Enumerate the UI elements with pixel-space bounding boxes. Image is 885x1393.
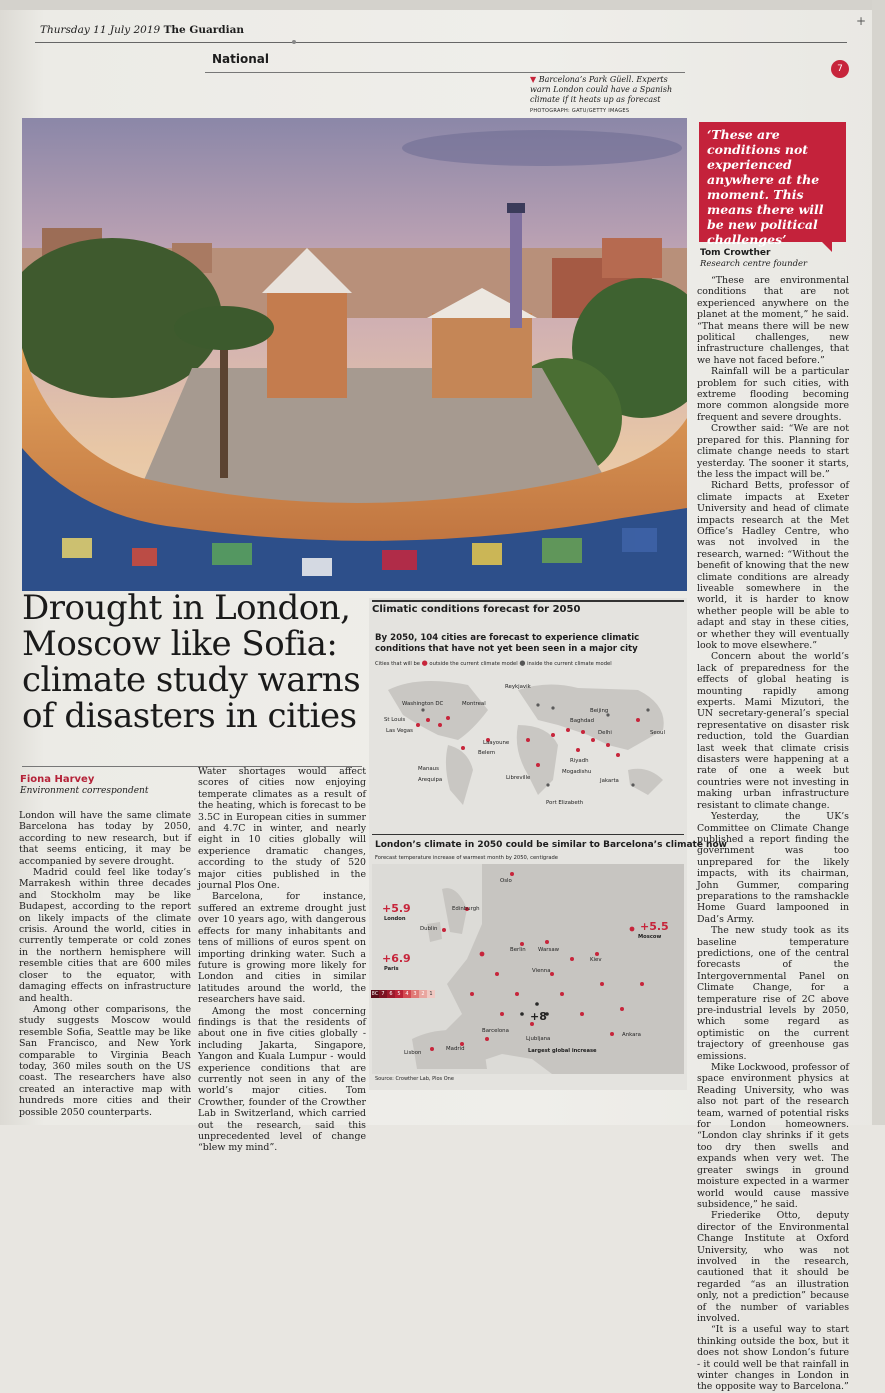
world-map-shapes xyxy=(378,670,683,815)
pull-quote-tail xyxy=(822,242,832,252)
callout-value: +6.9 xyxy=(382,952,411,965)
body-column-3 xyxy=(697,275,849,1393)
map-label: Arequipa xyxy=(418,777,443,783)
map-label: Berlin xyxy=(510,947,526,953)
body-paragraph: London will have the same climate Barcelona has today by 2050, according to new research, but if that seems enticing, it may be accompanied by severe drought. xyxy=(19,810,191,867)
body-paragraph: Water shortages would affect scores of cities now enjoying temperate climates as a result of the heating, which is forecast to be 3.5C in European cities in summer and 4.7C in winter, and nearly eight in 10 cities globally will experience dramatic changes, according to the study of 520 major cities published in the journal Plos One. xyxy=(198,766,366,892)
map-label: Libreville xyxy=(506,775,531,781)
map-label: Beijing xyxy=(590,708,609,714)
map-label: Madrid xyxy=(446,1046,465,1052)
map-label: Mogadishu xyxy=(562,769,592,775)
quote-attribution-role: Research centre founder xyxy=(700,259,808,269)
scale-step: 2 xyxy=(419,990,427,998)
page-header-date xyxy=(40,24,244,36)
article-headline: Drought in London, Moscow like Sofia: climate study warns of disasters in cities xyxy=(22,588,361,736)
body-paragraph: The new study took as its baseline temperature predictions, one of the central forecasts of the Intergovernmental Panel on Climate Change, for a temperature rise of 2C above pre-industrial levels by 2050, which some regard as optimistic on the current trajectory of greenhouse gas emissions. xyxy=(697,925,849,1062)
section-label: National xyxy=(212,52,269,66)
callout-value: +5.9 xyxy=(382,902,411,915)
photo-credit: PHOTOGRAPH: GATU/GETTY IMAGES xyxy=(530,108,630,114)
registration-mark-icon: + xyxy=(856,14,867,28)
callout-city: Moscow xyxy=(638,934,662,940)
body-paragraph: Richard Betts, professor of climate impacts at Exeter University and head of climate impacts research at the Met Office’s Hadley Centre, who was not involved in the research, warned: “Without the benefit of knowing that the new climate conditions are already liveable somewhere in the world, it is harder to know whether people will be able to adapt and stay in these cities, or whether they will eventually look to move elsewhere.” xyxy=(697,480,849,651)
map-label: Delhi xyxy=(598,730,612,736)
page-edge xyxy=(872,0,885,1125)
byline-role: Environment correspondent xyxy=(20,786,149,796)
callout-value: +5.5 xyxy=(640,920,669,933)
photo-illustration xyxy=(22,118,687,591)
callout-note: Largest global increase xyxy=(528,1048,597,1054)
map-label: Kiev xyxy=(590,957,602,963)
legend-prefix: Cities that will be xyxy=(375,661,420,667)
europe-map xyxy=(372,864,684,1074)
paper-name: The Guardian xyxy=(163,24,245,36)
park-guell-photo xyxy=(22,118,687,591)
body-paragraph: Among the most concerning findings is that the residents of about one in five cities globally - including Jakarta, Singapore, Yangon and Kuala Lumpur - would experience conditions that are currently not seen in any of the world’s major cities. Tom Crowther, founder of the Crowther Lab in Switzerland, which carried out the research, said this unprecedented level of change “blew my mind”. xyxy=(198,1005,366,1154)
callout-city: London xyxy=(384,916,406,922)
photo-caption xyxy=(530,75,680,116)
scale-step: 1 xyxy=(427,990,435,998)
body-paragraph: “It is a useful way to start thinking outside the box, but it does not show London’s future - it could well be that rainfall in winter changes in London in the opposite way to Barcelona.” xyxy=(697,1324,849,1393)
map-label: Port Elizabeth xyxy=(546,800,584,806)
previous-page-strip xyxy=(0,0,885,10)
map-label: Riyadh xyxy=(570,758,589,764)
graphic-source: Source: Crowther Lab, Plos One xyxy=(375,1076,454,1082)
map-label: Reykjavik xyxy=(505,684,531,690)
scale-step: 6 xyxy=(387,990,395,998)
body-paragraph: Rainfall will be a particular problem for such cities, with extreme flooding becoming more common alongside more frequent and severe droughts. xyxy=(697,366,849,423)
body-paragraph: “These are environmental conditions that are not experienced anywhere on the planet at the moment,” he said. “That means there will be new political challenges, new infrastructure challenges, that we have not faced before.” xyxy=(697,275,849,366)
map-label: Edinburgh xyxy=(452,906,480,912)
quote-attribution-name: Tom Crowther xyxy=(700,248,771,258)
callout-city: Paris xyxy=(384,966,399,972)
scale-step: 4 xyxy=(403,990,411,998)
body-paragraph: Yesterday, the UK’s Committee on Climate Change published a report finding the government was too unprepared for the likely impacts, with its chairman, John Gummer, comparing preparations to the ramshackle Home Guard lampooned in Dad’s Army. xyxy=(697,811,849,925)
map-label: Washington DC xyxy=(402,701,444,707)
scale-step: 7 xyxy=(379,990,387,998)
temperature-scale xyxy=(371,990,435,998)
map-label: Oslo xyxy=(500,878,512,884)
page-number-badge: 7 xyxy=(831,60,849,78)
map2-subtitle: Forecast temperature increase of warmest month by 2050, centigrade xyxy=(375,855,559,861)
body-paragraph: Friederike Otto, deputy director of the Environmental Change Institute at Oxford University, who was not involved in the research, cautioned that it should be regarded “as an illustration only, not a prediction” because of the number of variables involved. xyxy=(697,1210,849,1324)
callout-value: +8 xyxy=(530,1010,547,1023)
world-map xyxy=(378,670,683,815)
body-column-2 xyxy=(198,766,366,1154)
graphic-legend xyxy=(375,659,612,667)
map-label: Manaus xyxy=(418,766,439,772)
map2-title: London’s climate in 2050 could be similar to Barcelona’s climate now xyxy=(375,840,727,850)
red-dot-icon: ● xyxy=(421,659,428,667)
map-label: Laayoune xyxy=(483,740,510,746)
map-label: Las Vegas xyxy=(386,728,413,734)
body-paragraph: Concern about the world’s lack of preparedness for the effects of global heating is mounting rapidly among experts. Mami Mizutori, the UN secretary-general’s special representative on disaster risk reduction, told the Guardian last week that climate crisis disasters were happening at a rate of one a week but countries were not investing in making urban infrastructure resistant to climate change. xyxy=(697,651,849,811)
map-label: Warsaw xyxy=(538,947,560,953)
graphic-subtitle: By 2050, 104 cities are forecast to experience climatic conditions that have not yet been seen in a major city xyxy=(375,633,640,654)
map-label: Seoul xyxy=(650,730,665,736)
date-text: Thursday 11 July 2019 xyxy=(40,24,161,36)
map-label: Vienna xyxy=(532,968,551,974)
map-label: Lisbon xyxy=(404,1050,422,1056)
body-column-1 xyxy=(19,810,191,1118)
byline-author: Fiona Harvey xyxy=(20,774,95,785)
scale-step: 3 xyxy=(411,990,419,998)
map-label: St Louis xyxy=(384,717,406,723)
body-paragraph: Mike Lockwood, professor of space environment physics at Reading University, who was also not part of the research team, warned of potential risks for London homeowners. “London clay shrinks if it gets too dry then swells and expands when very wet. The greater swings in ground moisture expected in a warmer world would cause massive subsidence,” he said. xyxy=(697,1062,849,1210)
body-paragraph: Barcelona, for instance, suffered an extreme drought just over 10 years ago, with dangerous effects for many inhabitants and tens of millions of euros spent on importing drinking water. Such a future is growing more likely for London and cities in similar latitudes around the world, the researchers have said. xyxy=(198,891,366,1006)
body-paragraph: Among other comparisons, the study suggests Moscow would resemble Sofia, Seattle may be like San Francisco, and New York comparable to Virginia Beach today, 360 miles south on the US coast. The researchers have also created an interactive map with hundreds more cities and their possible 2050 counterparts. xyxy=(19,1003,191,1118)
map-label: Dublin xyxy=(420,926,438,932)
scale-step: 8C xyxy=(371,991,379,997)
graphic-title: Climatic conditions forecast for 2050 xyxy=(372,600,684,615)
body-paragraph: Madrid could feel like today’s Marrakesh within three decades and Stockholm may be like Budapest, according to the report on likely impacts of the climate crisis. Around the world, cities in currently temperate or cold zones in the northern hemisphere will resemble cities that are 600 miles closer to the equator, with damaging effects on infrastructure and health. xyxy=(19,867,191,1004)
legend-outside: outside the current climate model xyxy=(429,661,518,667)
caption-triangle-icon: ▼ xyxy=(530,75,537,84)
legend-inside: inside the current climate model xyxy=(527,661,612,667)
scale-step: 5 xyxy=(395,990,403,998)
europe-map-shapes xyxy=(372,864,684,1074)
body-paragraph: Crowther said: “We are not prepared for this. Planning for climate change needs to start yesterday. The sooner it starts, the less the impact will be.” xyxy=(697,423,849,480)
grey-dot-icon: ● xyxy=(519,659,526,667)
header-rule xyxy=(35,42,847,43)
page-dot xyxy=(292,40,296,44)
map-label: Ankara xyxy=(622,1032,641,1038)
section-rule xyxy=(205,72,685,73)
map2-rule xyxy=(372,834,684,835)
map-label: Barcelona xyxy=(482,1028,509,1034)
map-label: Ljubljana xyxy=(526,1036,551,1042)
map-label: Baghdad xyxy=(570,718,594,724)
map-label: Jakarta xyxy=(600,778,619,784)
map-label: Belem xyxy=(478,750,496,756)
pull-quote-box: ‘These are conditions not experienced anywhere at the moment. This means there will be new political challenges’ xyxy=(699,122,846,242)
caption-text: Barcelona’s Park Güell. Experts warn London could have a Spanish climate if it heats up as forecast xyxy=(530,75,673,104)
map-label: Montreal xyxy=(462,701,486,707)
